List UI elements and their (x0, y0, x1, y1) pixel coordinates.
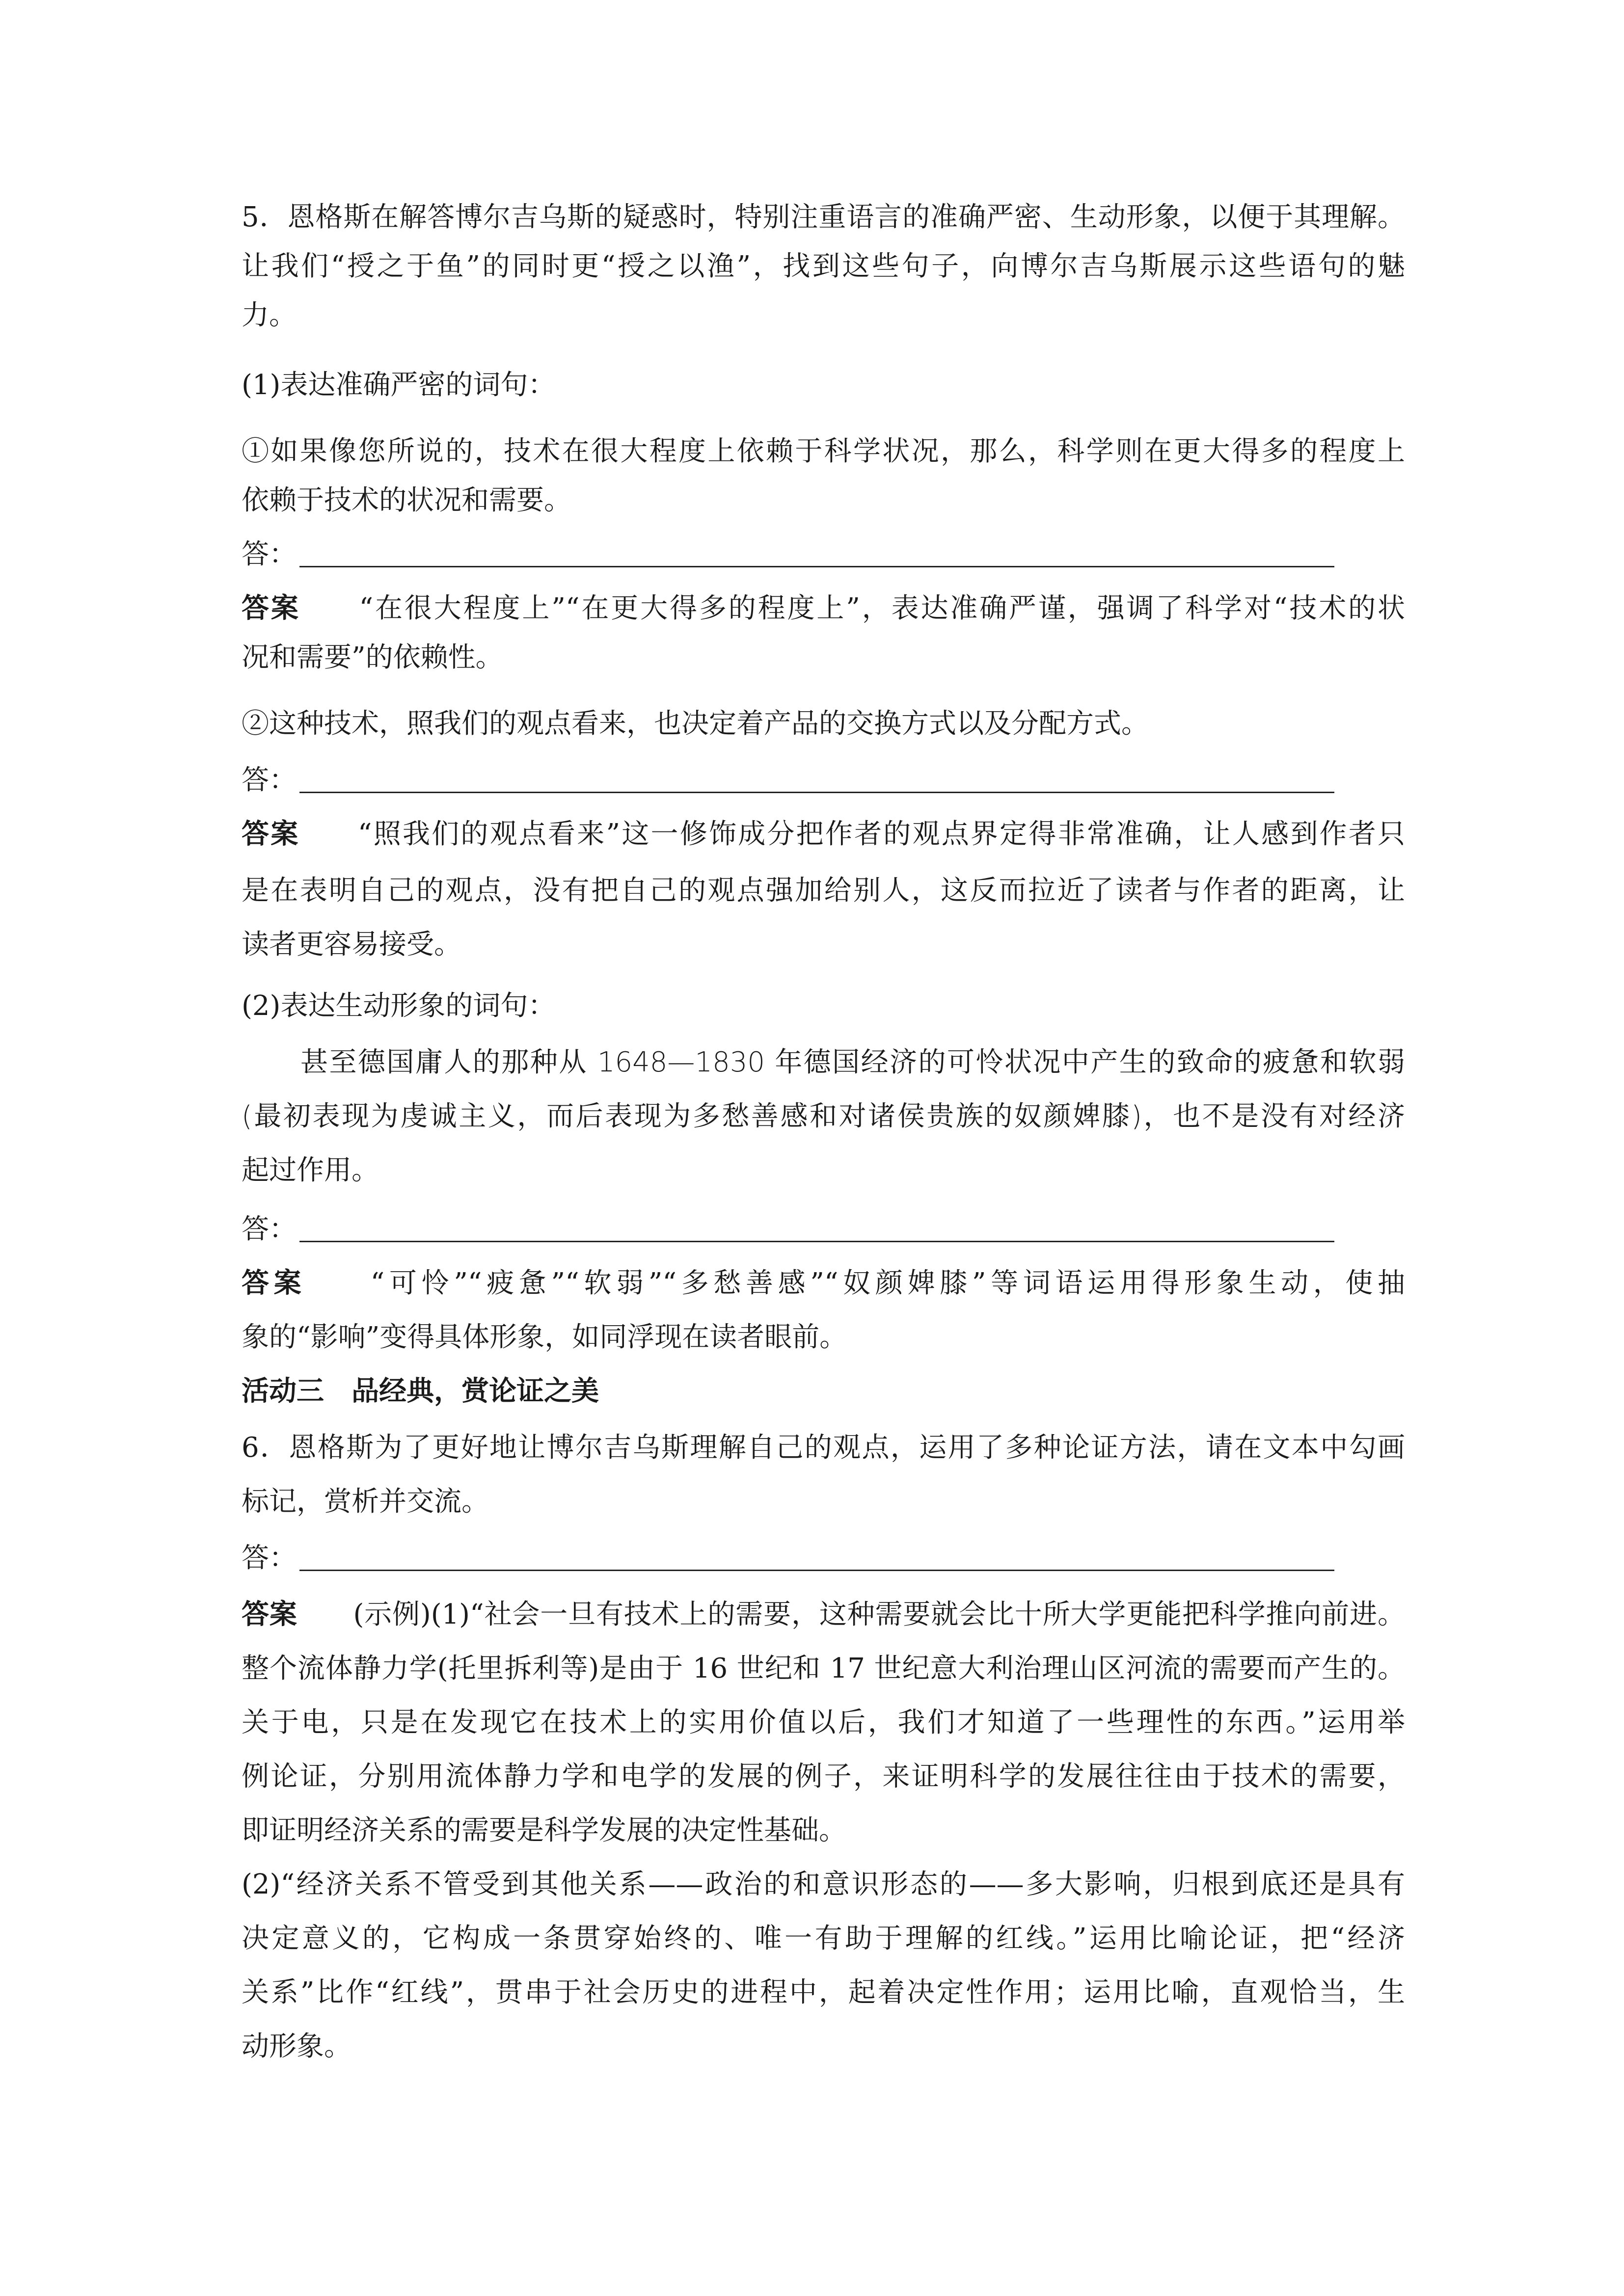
answer-label: 答案 (242, 592, 300, 624)
q5-line-3: 力。 (242, 299, 297, 331)
part2-answer-line-1: 答案 “可怜”“疲惫”“软弱”“多愁善感”“奴颜婢膝”等词语运用得形象生动，使抽 (242, 1267, 1406, 1299)
part1-answer2-line-1: 答案 “照我们的观点看来”这一修饰成分把作者的观点界定得非常准确，让人感到作者只 (242, 818, 1405, 850)
part1-answer2-line-2: 是在表明自己的观点，没有把自己的观点强加给别人，这反而拉近了读者与作者的距离，让 (242, 875, 1405, 907)
q6-answer-line-1: 答案 (示例)(1)“社会一旦有技术上的需要，这种需要就会比十所大学更能把科学推向前进。 (242, 1599, 1405, 1630)
q6-answer-line-4: 例论证，分别用流体静力学和电学的发展的例子，来证明科学的发展往往由于技术的需要， (242, 1761, 1405, 1792)
answer-line (299, 566, 1334, 567)
answer-prompt: 答： (242, 764, 297, 796)
part1-answer1-line-2: 况和需要”的依赖性。 (242, 641, 503, 673)
part1-answer2-line-3: 读者更容易接受。 (242, 929, 461, 961)
activity3-heading: 活动三 品经典，赏论证之美 (242, 1375, 599, 1407)
answer-label: 答案 (242, 818, 300, 850)
part1-sentence1-line-2: 依赖于技术的状况和需要。 (242, 484, 571, 516)
part1-answer1-line-1: 答案 “在很大程度上”“在更大得多的程度上”，表达准确严谨，强调了科学对“技术的状 (242, 592, 1406, 624)
answer-blank-3[interactable] (242, 1207, 297, 1252)
answer-blank-2[interactable] (242, 758, 297, 802)
part2-sentence-line-3: 起过作用。 (242, 1154, 379, 1186)
q6-line-1: 6．恩格斯为了更好地让博尔吉乌斯理解自己的观点，运用了多种论证方法，请在文本中勾画 (242, 1432, 1405, 1464)
q6-answer-line-6: (2)“经济关系不管受到其他关系——政治的和意识形态的——多大影响，归根到底还是具有 (242, 1869, 1405, 1900)
part1-sentence1-line-1: ①如果像您所说的，技术在很大程度上依赖于科学状况，那么，科学则在更大得多的程度上 (242, 435, 1405, 467)
answer-blank-4[interactable] (242, 1536, 297, 1580)
answer-line (299, 1570, 1334, 1571)
q6-answer-line-5: 即证明经济关系的需要是科学发展的决定性基础。 (242, 1815, 846, 1846)
answer-blank-1[interactable] (242, 533, 297, 577)
answer-label: 答案 (242, 1267, 306, 1299)
answer-line (299, 792, 1334, 793)
part2-title: (2)表达生动形象的词句： (242, 990, 556, 1022)
answer-prompt: 答： (242, 538, 297, 570)
part2-sentence-line-1: 甚至德国庸人的那种从 1648—1830 年德国经济的可怜状况中产生的致命的疲惫和软弱 (300, 1046, 1405, 1078)
part1-sentence2: ②这种技术，照我们的观点看来，也决定着产品的交换方式以及分配方式。 (242, 708, 1149, 740)
answer-line (299, 1241, 1334, 1242)
part2-sentence-line-2: (最初表现为虔诚主义，而后表现为多愁善感和对诸侯贵族的奴颜婢膝)，也不是没有对经济 (242, 1100, 1405, 1132)
part2-answer-line-2: 象的“影响”变得具体形象，如同浮现在读者眼前。 (242, 1321, 847, 1353)
q6-answer-line-9: 动形象。 (242, 2030, 352, 2062)
q6-line-2: 标记，赏析并交流。 (242, 1486, 489, 1518)
q5-line-1: 5．恩格斯在解答博尔吉乌斯的疑惑时，特别注重语言的准确严密、生动形象，以便于其理解。 (242, 201, 1405, 233)
part1-title: (1)表达准确严密的词句： (242, 369, 556, 401)
q6-answer-line-3: 关于电，只是在发现它在技术上的实用价值以后，我们才知道了一些理性的东西。”运用举 (242, 1707, 1405, 1738)
answer-prompt: 答： (242, 1542, 297, 1574)
q6-answer-line-7: 决定意义的，它构成一条贯穿始终的、唯一有助于理解的红线。”运用比喻论证，把“经济 (242, 1922, 1405, 1954)
answer-label: 答案 (242, 1599, 298, 1630)
q6-answer-line-8: 关系”比作“红线”，贯串于社会历史的进程中，起着决定性作用；运用比喻，直观恰当，生 (242, 1976, 1405, 2008)
q5-line-2: 让我们“授之于鱼”的同时更“授之以渔”，找到这些句子，向博尔吉乌斯展示这些语句的魅 (242, 250, 1405, 282)
answer-prompt: 答： (242, 1213, 297, 1245)
q6-answer-line-2: 整个流体静力学(托里拆利等)是由于 16 世纪和 17 世纪意大利治理山区河流的需要而产生的。 (242, 1653, 1405, 1684)
